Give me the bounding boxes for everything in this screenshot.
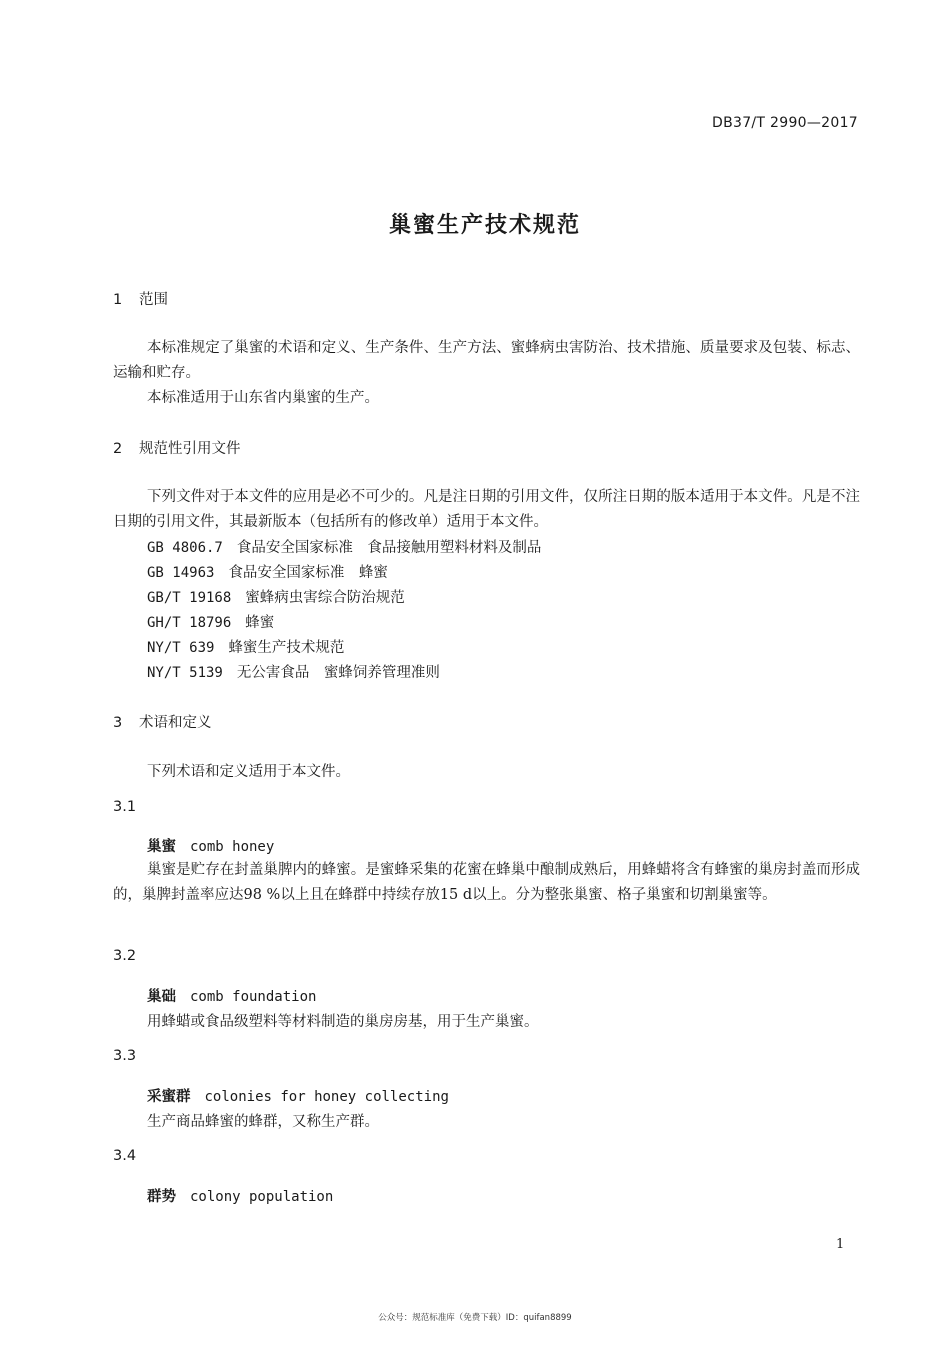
footer-note: 公众号：规范标准库（免费下载）ID：quifan8899 — [378, 1313, 572, 1323]
reference-code: GH/T 18796 — [147, 615, 232, 631]
reference-name: 蜜蜂病虫害综合防治规范 — [245, 590, 405, 606]
term-heading — [147, 1085, 449, 1106]
term-number: 3.2 — [113, 948, 137, 964]
reference-item — [147, 636, 344, 657]
reference-item — [147, 561, 388, 582]
term-heading — [147, 835, 274, 856]
section-2-heading — [113, 437, 241, 458]
term-definition: 生产商品蜂蜜的蜂群，又称生产群。 — [147, 1114, 379, 1130]
reference-item — [147, 661, 440, 682]
section-number: 2 — [113, 441, 123, 457]
section-title: 范围 — [139, 292, 168, 308]
term-english: colonies for honey collecting — [204, 1089, 449, 1105]
reference-name: 无公害食品 蜜蜂饲养管理准则 — [236, 665, 440, 681]
term-heading — [147, 1185, 333, 1206]
document-title: 巢蜜生产技术规范 — [388, 213, 581, 238]
term-definition: 用蜂蜡或食品级塑料等材料制造的巢房房基，用于生产巢蜜。 — [147, 1014, 539, 1030]
reference-code: GB 14963 — [147, 565, 215, 581]
section-title: 规范性引用文件 — [139, 441, 241, 457]
section-1-heading — [113, 288, 168, 309]
reference-name: 食品安全国家标准 食品接触用塑料材料及制品 — [236, 540, 542, 556]
term-number: 3.4 — [113, 1148, 137, 1164]
section-3-paragraph-1: 下列术语和定义适用于本文件。 — [147, 764, 350, 780]
reference-name: 食品安全国家标准 蜂蜜 — [228, 565, 388, 581]
section-1-paragraph-1: 本标准规定了巢蜜的术语和定义、生产条件、生产方法、蜜蜂病虫害防治、技术措施、质量要求及包装、标志、运输和贮存。 — [113, 340, 860, 381]
term-definition: 巢蜜是贮存在封盖巢脾内的蜂蜜。是蜜蜂采集的花蜜在蜂巢中酿制成熟后，用蜂蜡将含有蜂蜜的巢房封盖而形成的，巢脾封盖率应达98 %以上且在蜂群中持续存放15 d以上。分为整张巢蜜、格子巢蜜和切割巢蜜等。 — [113, 862, 860, 903]
term-chinese: 群势 — [147, 1189, 176, 1205]
term-english: comb honey — [190, 839, 275, 855]
term-chinese: 巢础 — [147, 989, 176, 1005]
reference-item — [147, 611, 274, 632]
reference-code: GB/T 19168 — [147, 590, 232, 606]
term-english: colony population — [190, 1189, 334, 1205]
reference-code: NY/T 5139 — [147, 665, 223, 681]
term-number: 3.1 — [113, 799, 137, 815]
term-heading — [147, 985, 316, 1006]
reference-name: 蜂蜜 — [245, 615, 275, 631]
section-3-heading — [113, 711, 212, 732]
section-number: 3 — [113, 715, 123, 731]
reference-item — [147, 586, 405, 607]
standard-code: DB37/T 2990—2017 — [712, 115, 858, 131]
term-chinese: 巢蜜 — [147, 839, 176, 855]
reference-code: GB 4806.7 — [147, 540, 223, 556]
section-number: 1 — [113, 292, 123, 308]
section-title: 术语和定义 — [139, 715, 212, 731]
term-chinese: 采蜜群 — [147, 1089, 191, 1105]
section-1-paragraph-2: 本标准适用于山东省内巢蜜的生产。 — [147, 390, 379, 406]
term-number: 3.3 — [113, 1048, 137, 1064]
section-2-paragraph-1: 下列文件对于本文件的应用是必不可少的。凡是注日期的引用文件，仅所注日期的版本适用于本文件。凡是不注日期的引用文件，其最新版本（包括所有的修改单）适用于本文件。 — [113, 489, 860, 530]
reference-item — [147, 536, 541, 557]
page-number: 1 — [836, 1237, 845, 1252]
reference-name: 蜂蜜生产技术规范 — [228, 640, 345, 656]
reference-code: NY/T 639 — [147, 640, 215, 656]
term-english: comb foundation — [190, 989, 317, 1005]
